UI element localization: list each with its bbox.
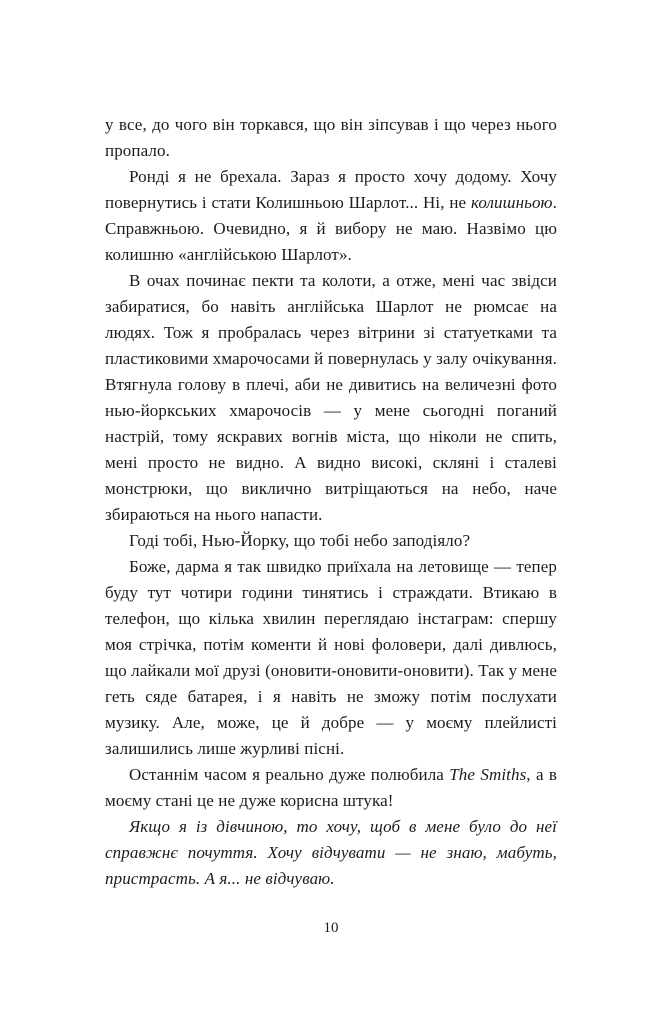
body-text: Ронді я не брехала. Зараз я просто хочу додому. Хочу повернутись і стати Колишньою Шарлот... Ні, не	[105, 167, 557, 212]
paragraph	[105, 554, 557, 762]
paragraph	[105, 528, 557, 554]
page-number: 10	[323, 920, 339, 936]
paragraph	[105, 762, 557, 814]
paragraph	[105, 268, 557, 528]
body-text: Годі тобі, Нью-Йорку, що тобі небо заподіяло?	[129, 531, 471, 550]
paragraph	[105, 164, 557, 268]
italic-text: The Smiths	[449, 765, 527, 784]
paragraph	[105, 112, 557, 164]
italic-text: Якщо я із дівчиною, то хочу, щоб в мене було до неї справжнє почуття. Хочу відчувати — не знаю, мабуть, пристрасть. А я... не відчуваю.	[105, 817, 557, 888]
body-text: В очах починає пекти та колоти, а отже, мені час звідси забиратися, бо навіть англійська Шарлот не рюмсає на людях. Тож я пробралась через вітрини зі статуетками та пластиковими хмарочосами й повернулась у залу очікування. Втягнула голову в плечі, аби не дивитись на величезні фото нью-йоркських хмарочосів — у мене сьогодні поганий настрій, тому яскравих вогнів міста, що ніколи не спить, мені просто не видно. А видно високі, скляні і сталеві монстрюки, що виклично витріщаються на небо, наче збираються на нього напасти.	[105, 271, 557, 524]
body-text: у все, до чого він торкався, що він зіпсував і що через нього пропало.	[105, 115, 557, 160]
body-text: Останнім часом я реально дуже полюбила	[129, 765, 450, 784]
paragraph	[105, 814, 557, 892]
body-text: , а в моєму стані це не дуже корисна штука!	[105, 765, 558, 810]
body-text: . Справжньою. Очевидно, я й вибору не маю. Назвімо цю колишню «англійською Шарлот».	[105, 193, 557, 264]
text-block	[105, 112, 557, 892]
body-text: Боже, дарма я так швидко приїхала на летовище — тепер буду тут чотири години тинятись і страждати. Втикаю в телефон, що кілька хвилин переглядаю інстаграм: спершу моя стрічка, потім коменти й нові фоловери, далі дивлюсь, що лайкали мої друзі (оновити-оновити-оновити). Так у мене геть сяде батарея, і я навіть не зможу потім послухати музику. Але, може, це й добре — у моєму плейлисті залишились лише журливі пісні.	[105, 557, 557, 758]
italic-text: колишньою	[470, 193, 553, 212]
